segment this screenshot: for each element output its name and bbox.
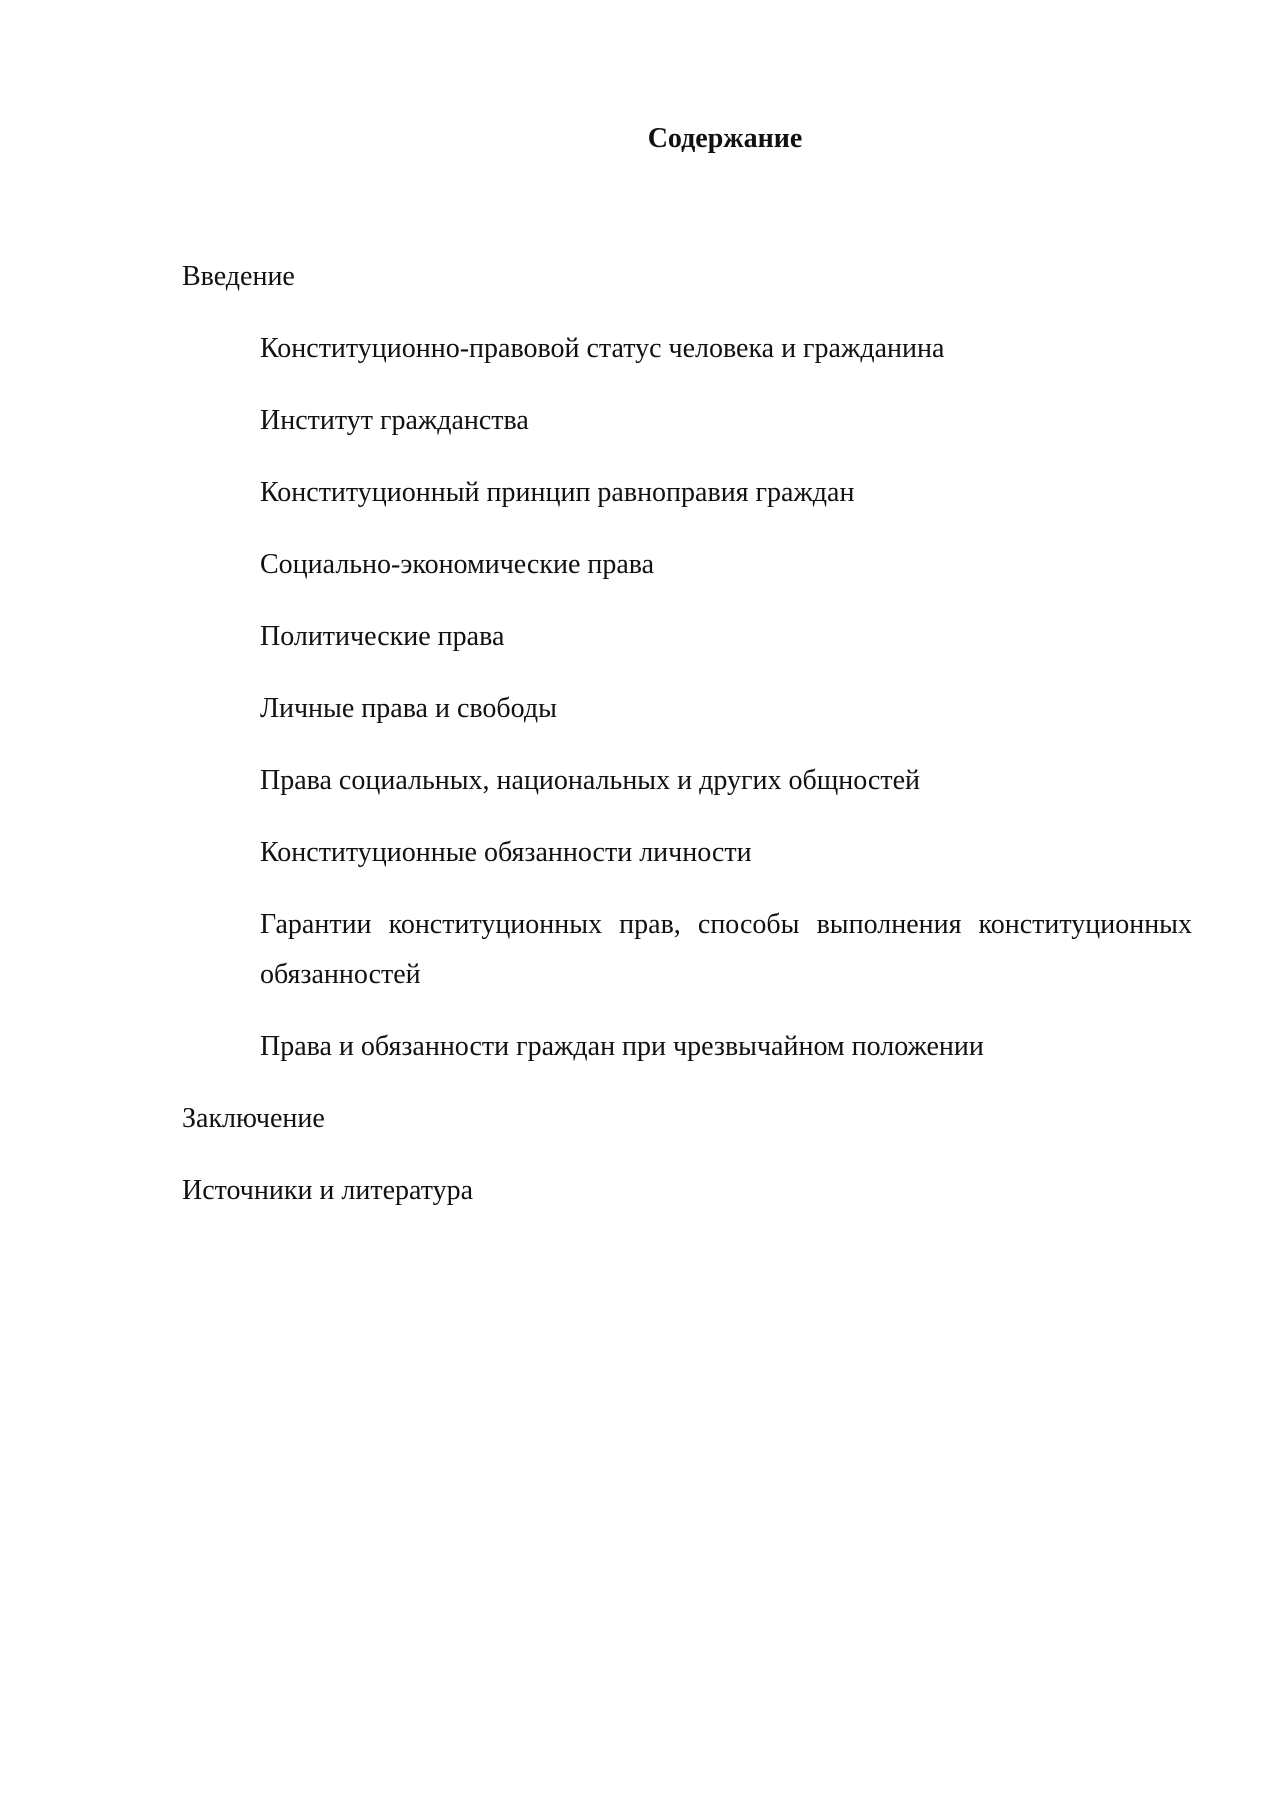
- toc-item-conclusion: Заключение: [182, 1103, 325, 1134]
- table-of-contents: [182, 252, 1192, 1238]
- toc-item: Права социальных, национальных и других общностей: [260, 765, 921, 796]
- toc-item: Конституционный принцип равноправия граждан: [260, 477, 855, 508]
- toc-item: Институт гражданства: [260, 405, 529, 436]
- toc-item: Политические права: [260, 621, 505, 652]
- toc-item: Конституционные обязанности личности: [260, 837, 752, 868]
- toc-item: Гарантии конституционных прав, способы выполнения конституционных обязанностей: [260, 909, 1192, 990]
- toc-item: Личные права и свободы: [260, 693, 557, 724]
- page-title: Содержание: [647, 123, 803, 154]
- toc-item-introduction: Введение: [182, 261, 295, 292]
- toc-item: Права и обязанности граждан при чрезвычайном положении: [260, 1031, 984, 1062]
- toc-item-sources: Источники и литература: [182, 1175, 474, 1206]
- toc-item: Конституционно-правовой статус человека и гражданина: [260, 333, 945, 364]
- toc-item: Социально-экономические права: [260, 549, 655, 580]
